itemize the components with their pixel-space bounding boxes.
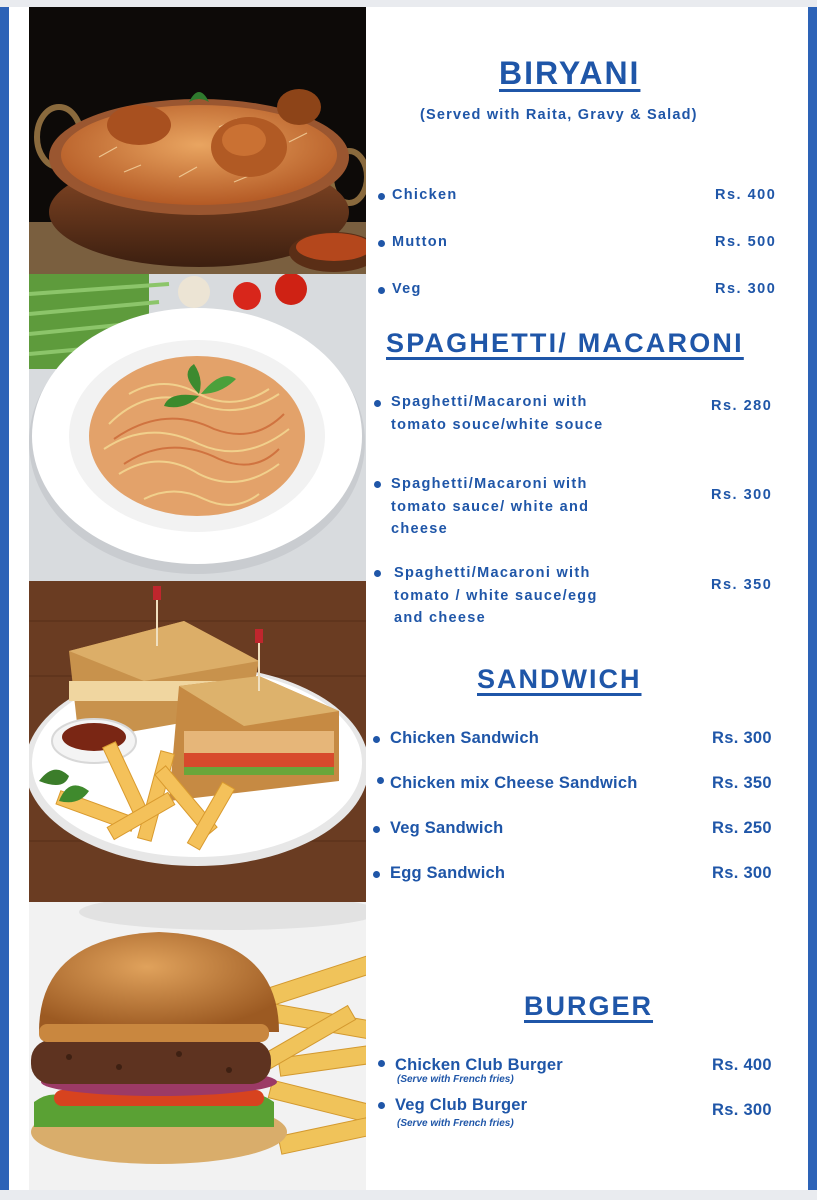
bullet-icon xyxy=(374,481,381,488)
burger-item-name: Chicken Club Burger xyxy=(395,1056,563,1074)
bullet-icon xyxy=(373,871,380,878)
spaghetti-heading: SPAGHETTI/ MACARONI xyxy=(386,328,744,358)
burger-item-price: Rs. 300 xyxy=(712,1101,772,1119)
spaghetti-item-price: Rs. 280 xyxy=(711,398,773,414)
photo-column xyxy=(29,7,366,1190)
bullet-icon xyxy=(374,570,381,577)
burger-item-note: (Serve with French fries) xyxy=(397,1118,514,1129)
biryani-heading: BIRYANI xyxy=(499,55,641,91)
biryani-item-name: Mutton xyxy=(392,234,449,250)
sandwich-item-price: Rs. 300 xyxy=(712,864,772,882)
sandwich-photo xyxy=(29,581,366,902)
burger-item-name: Veg Club Burger xyxy=(395,1096,528,1114)
bullet-icon xyxy=(373,736,380,743)
biryani-item-name: Chicken xyxy=(392,187,458,203)
sandwich-item-price: Rs. 300 xyxy=(712,729,772,747)
bullet-icon xyxy=(374,400,381,407)
spaghetti-item-price: Rs. 300 xyxy=(711,487,773,503)
biryani-item-name: Veg xyxy=(392,281,422,297)
burger-heading: BURGER xyxy=(524,991,654,1021)
sandwich-item-name: Chicken Sandwich xyxy=(390,729,539,747)
sandwich-item-name: Egg Sandwich xyxy=(390,864,506,882)
spaghetti-photo xyxy=(29,274,366,581)
burger-item-note: (Serve with French fries) xyxy=(397,1074,514,1085)
right-frame-bar xyxy=(808,7,817,1190)
biryani-photo xyxy=(29,7,366,274)
sandwich-item-price: Rs. 350 xyxy=(712,774,772,792)
bullet-icon xyxy=(378,1102,385,1109)
bottom-border xyxy=(0,1190,817,1200)
spaghetti-item-name: Spaghetti/Macaroni with tomato / white sauce/egg and cheese xyxy=(394,565,598,626)
biryani-item-price: Rs. 500 xyxy=(715,234,777,250)
sandwich-heading: SANDWICH xyxy=(477,664,642,694)
spaghetti-item-name: Spaghetti/Macaroni with tomato souce/white souce xyxy=(391,394,604,433)
spaghetti-item-price: Rs. 350 xyxy=(711,577,773,593)
left-frame-bar xyxy=(0,7,9,1190)
biryani-item-price: Rs. 400 xyxy=(715,187,777,203)
sandwich-item-name: Chicken mix Cheese Sandwich xyxy=(390,774,638,792)
sandwich-item-name: Veg Sandwich xyxy=(390,819,504,837)
top-border xyxy=(0,0,817,7)
bullet-icon xyxy=(378,240,385,247)
biryani-subtitle: (Served with Raita, Gravy & Salad) xyxy=(420,107,698,123)
biryani-item-price: Rs. 300 xyxy=(715,281,777,297)
bullet-icon xyxy=(378,287,385,294)
bullet-icon xyxy=(373,826,380,833)
bullet-icon xyxy=(378,1060,385,1067)
bullet-icon xyxy=(377,777,384,784)
bullet-icon xyxy=(378,193,385,200)
sandwich-item-price: Rs. 250 xyxy=(712,819,772,837)
spaghetti-item-name: Spaghetti/Macaroni with tomato sauce/ white and cheese xyxy=(391,476,590,537)
burger-photo xyxy=(29,902,366,1190)
burger-item-price: Rs. 400 xyxy=(712,1056,772,1074)
